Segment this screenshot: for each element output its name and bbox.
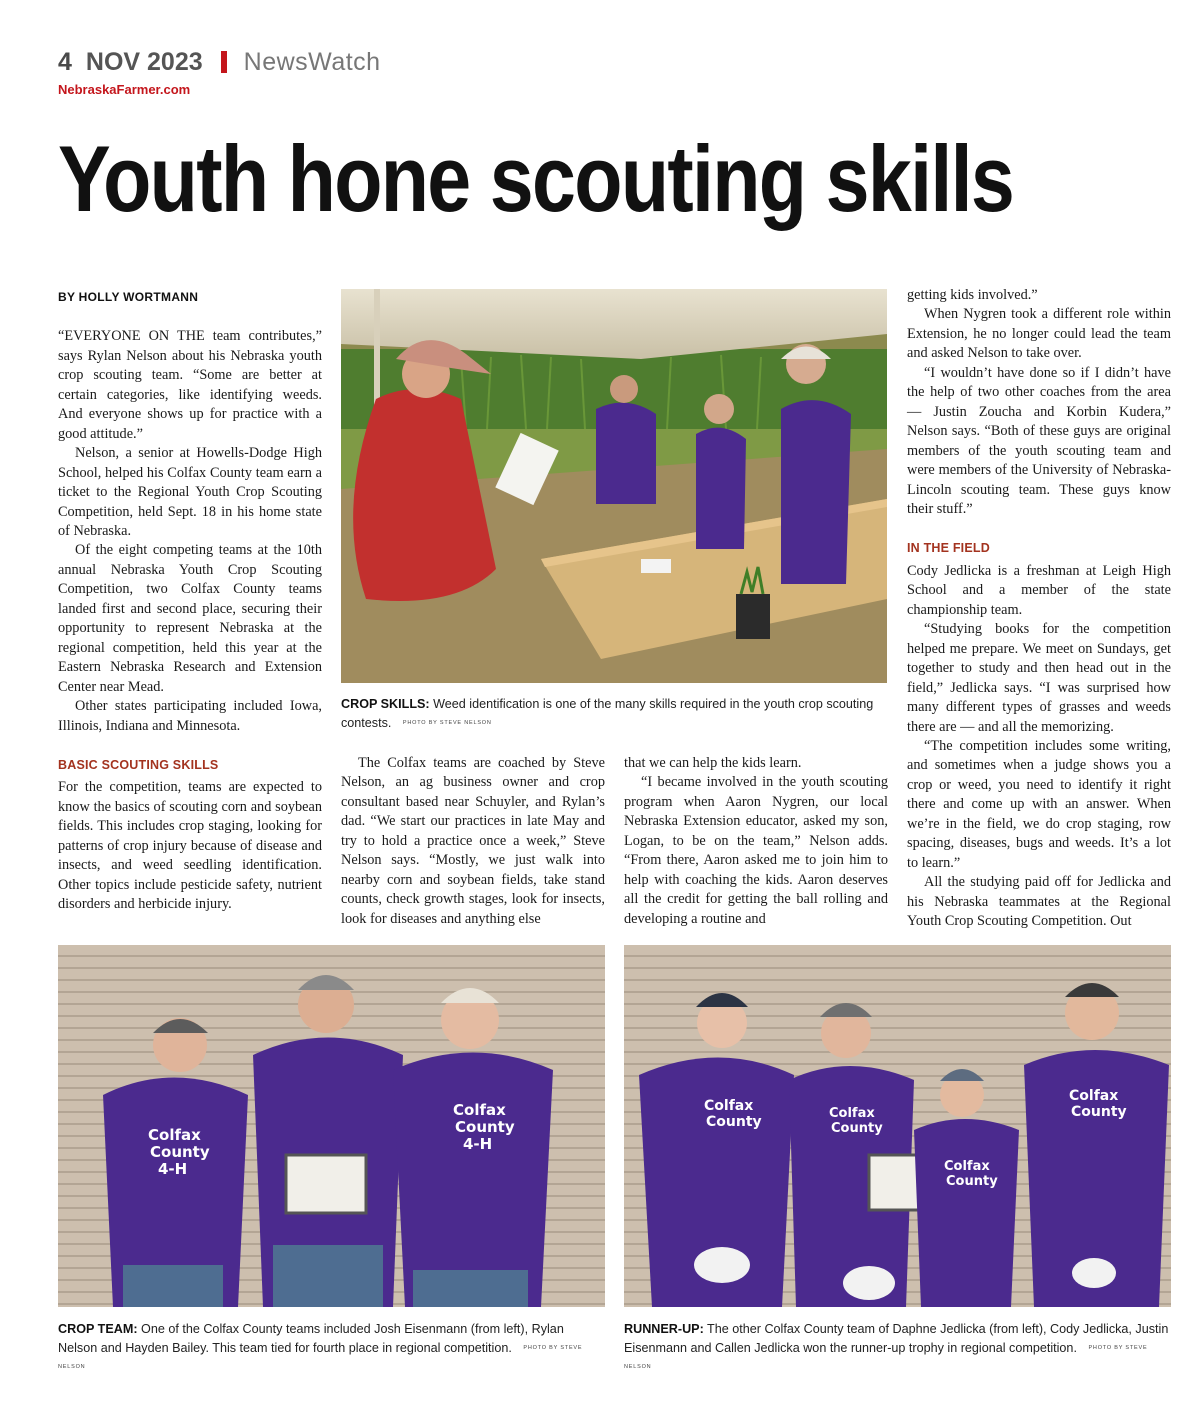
paragraph-continuation: getting kids involved.” [907, 287, 1038, 303]
caption-label: CROP TEAM: [58, 1322, 138, 1336]
page-number: 4 [58, 47, 72, 76]
shirt-text: Colfax [704, 1098, 754, 1114]
crop-skills-caption [341, 695, 887, 733]
shirt-text: Colfax [453, 1101, 506, 1119]
caption-text: The other Colfax County team of Daphne Jedlicka (from left), Cody Jedlicka, Justin Eisenmann and Callen Jedlicka won the runner-up trophy in regional competition. [624, 1322, 1169, 1355]
paragraph: The Colfax teams are coached by Steve Nelson, an ag business owner and crop consultant based near Schuyler, and Rylan’s dad. “We start our practices in late May and try to hold a practice once a week,” Steve Nelson says. “Mostly, we just walk into nearby corn and soybean fields, take stand counts, check growth stages, look for insects, look for diseases and anything else [341, 755, 605, 927]
site-link[interactable]: NebraskaFarmer.com [58, 82, 191, 97]
column-3 [624, 754, 888, 929]
runner-up-photo [624, 945, 1171, 1307]
subhead-in-the-field: IN THE FIELD [907, 541, 990, 556]
paragraph: All the studying paid off for Jedlicka and his Nebraska teammates at the Regional Youth Crop Scouting Competition. Out [907, 874, 1171, 930]
photo-credit: PHOTO BY STEVE NELSON [402, 720, 492, 727]
shirt-text: Colfax [944, 1159, 990, 1174]
shirt-text: Colfax [829, 1106, 875, 1121]
crop-team-photo [58, 945, 605, 1307]
crop-skills-photo [341, 289, 887, 683]
paragraph: “The competition includes some writing, and sometimes when a judge shows you a crop or weed, you need to identify it right there and come up with an answer. When we’re in the field, we do crop staging, row spacing, diseases, bugs and weeds. It’s a lot to learn.” [907, 737, 1171, 871]
page-header [58, 44, 381, 80]
shirt-text: County [1071, 1104, 1127, 1120]
paragraph: Nelson, a senior at Howells-Dodge High School, helped his Colfax County team earn a ticket to the Regional Youth Crop Scouting Competition, held Sept. 18 in his home state of Nebraska. [58, 445, 322, 539]
paragraph: Cody Jedlicka is a freshman at Leigh High School and a member of the state championship team. [907, 562, 1171, 618]
photo-credit: PHOTO BY STEVE NELSON [58, 1345, 583, 1371]
column-1 [58, 288, 322, 915]
paragraph: “I became involved in the youth scouting program when Aaron Nygren, our local Nebraska Extension educator, asked my son, Logan, to be on the team,” Nelson adds. “From there, Aaron asked me to join him to help with coaching the kids. Aaron deserves all the credit for getting the ball rolling and developing a routine and [624, 774, 888, 927]
paragraph: Of the eight competing teams at the 10th annual Nebraska Youth Crop Scouting Competition, two Colfax County teams landed first and second place, securing their opportunity to represent Nebraska at the regional competition, held this year at the Eastern Nebraska Research and Extension Center near Mead. [58, 542, 322, 695]
paragraph: When Nygren took a different role within Extension, he no longer could lead the team and asked Nelson to take over. [907, 306, 1171, 362]
shirt-text: County [831, 1121, 883, 1136]
shirt-text: County [455, 1118, 515, 1136]
shirt-text: County [946, 1174, 998, 1189]
issue-date: NOV 2023 [85, 47, 203, 76]
shirt-text: Colfax [1069, 1088, 1119, 1104]
crop-team-caption [58, 1320, 605, 1377]
column-4 [907, 286, 1171, 932]
shirt-text: County [150, 1143, 210, 1161]
paragraph: “I wouldn’t have done so if I didn’t have the help of two other coaches from the area — Justin Zoucha and Korbin Kudera,” Nelson says. “Both of these guys are original members of the youth scouting team and were members of the University of Nebraska-Lincoln scouting team. These guys know their stuff.” [907, 364, 1171, 517]
caption-text: One of the Colfax County teams included Josh Eisenmann (from left), Rylan Nelson and Hayden Bailey. This team tied for fourth place in regional competition. [58, 1322, 564, 1355]
caption-text: Weed identification is one of the many skills required in the youth crop scouting contests. [341, 697, 874, 730]
paragraph: Other states participating included Iowa, Illinois, Indiana and Minnesota. [58, 698, 322, 734]
paragraph: “Studying books for the competition helped me prepare. We meet on Sundays, get together to study and then head out in the field,” Jedlicka says. “I was surprised how many different types of grasses and weeds there are — and all the memorizing. [907, 621, 1171, 735]
headline: Youth hone scouting skills [58, 126, 1014, 231]
paragraph-continuation: that we can help the kids learn. [624, 755, 802, 771]
shirt-text: County [706, 1114, 762, 1130]
photo-credit: PHOTO BY STEVE NELSON [624, 1345, 1148, 1371]
shirt-text: 4-H [158, 1160, 188, 1178]
caption-label: CROP SKILLS: [341, 697, 430, 711]
shirt-text: 4-H [463, 1135, 493, 1153]
paragraph: For the competition, teams are expected to know the basics of scouting corn and soybean fields. This includes crop staging, looking for patterns of crop injury because of disease and insects, and weed seedling identification. Other topics include pesticide safety, nutrient disorders and herbicide injury. [58, 779, 322, 913]
byline: BY HOLLY WORTMANN [58, 290, 199, 304]
runner-up-caption [624, 1320, 1171, 1377]
column-2 [341, 754, 605, 929]
shirt-text: Colfax [148, 1126, 201, 1144]
caption-label: RUNNER-UP: [624, 1322, 704, 1336]
subhead-basic-scouting: BASIC SCOUTING SKILLS [58, 757, 219, 772]
paragraph: “EVERYONE ON THE team contributes,” says Rylan Nelson about his Nebraska youth crop scouting team. “Some are better at certain categories, like identifying weeds. And everyone shows up for practice with a good attitude.” [58, 328, 322, 442]
section-name: NewsWatch [243, 47, 381, 76]
header-divider [221, 51, 227, 73]
